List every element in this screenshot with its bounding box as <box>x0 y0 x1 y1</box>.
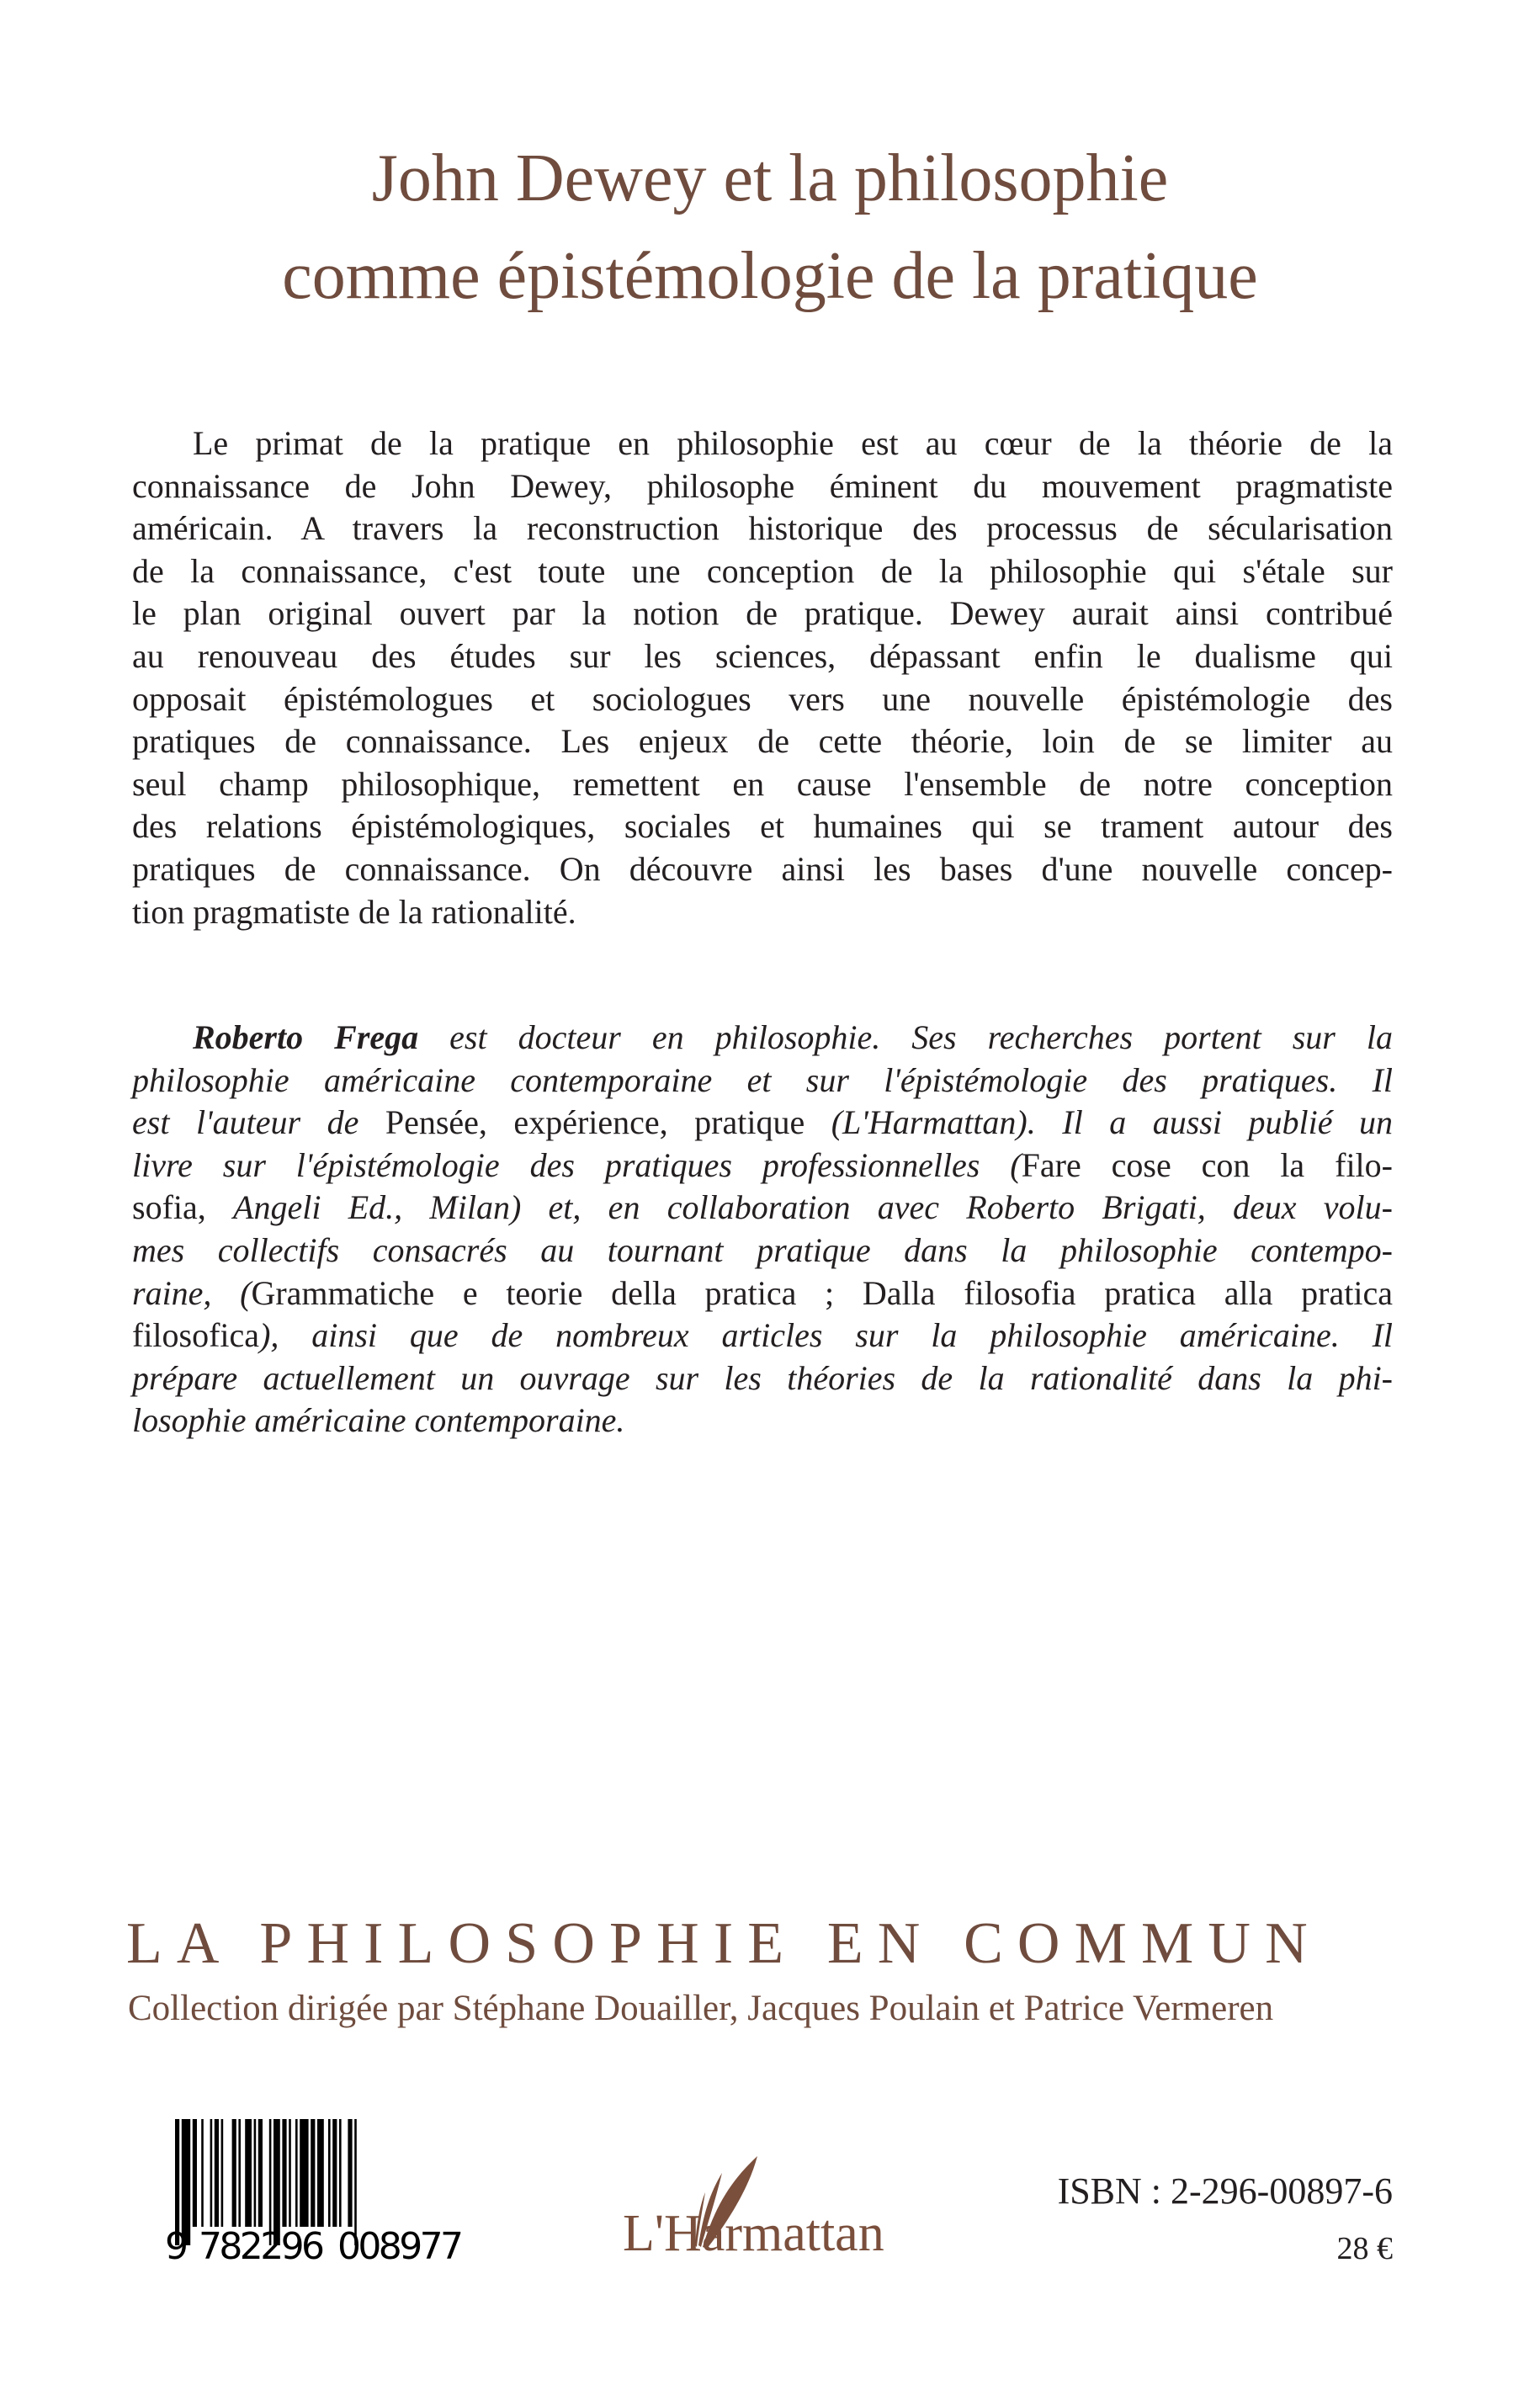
barcode-bar <box>258 2119 263 2227</box>
text-line <box>132 1145 1393 1187</box>
text-segment: est docteur en philosophie. Ses recherches portent sur la <box>418 1018 1393 1056</box>
text-segment: pratiques de connaissance. Les enjeux de cette théorie, loin de se limiter au <box>132 722 1393 761</box>
price: 28 € <box>1336 2231 1393 2266</box>
text-segment: philosophie américaine contemporaine et sur l'épistémologie des pratiques. Il <box>132 1060 1393 1099</box>
text-line <box>132 848 1393 891</box>
text-segment: livre sur l'épistémologie des pratiques professionnelles ( <box>132 1145 1022 1184</box>
book-title-line-1: John Dewey et la philosophie <box>371 141 1169 215</box>
text-segment: des relations épistémologiques, sociales et humaines qui se trament autour des <box>132 807 1393 846</box>
text-line <box>132 1102 1393 1145</box>
barcode-digits: 782296 <box>199 2225 325 2262</box>
text-line <box>132 678 1393 721</box>
text-segment: le plan original ouvert par la notion de pratique. Dewey aurait ainsi contribué <box>132 594 1393 633</box>
text-line <box>132 507 1393 550</box>
text-segment: ), ainsi que de nombreux articles sur la philosophie américaine. Il <box>259 1316 1393 1355</box>
isbn: ISBN : 2-296-00897-6 <box>1057 2170 1393 2212</box>
barcode-bar <box>215 2119 219 2227</box>
text-line <box>132 422 1393 465</box>
text-segment: raine, ( <box>132 1273 252 1312</box>
text-segment: mes collectifs consacrés au tournant pratique dans la philosophie contempo- <box>132 1230 1393 1269</box>
barcode-bar <box>238 2119 241 2227</box>
author-bio-paragraph <box>132 1017 1393 1442</box>
text-segment: Roberto Frega <box>193 1018 419 1056</box>
barcode-bar <box>221 2119 224 2227</box>
text-segment: Le primat de la pratique en philosophie est au cœur de la théorie de la <box>193 424 1393 462</box>
text-segment: américain. A travers la reconstruction historique des processus de sécularisation <box>132 509 1393 548</box>
text-line <box>132 1315 1393 1357</box>
barcode-bar <box>295 2119 298 2227</box>
text-segment: Grammatiche e teorie della pratica ; Dalla filosofia pratica alla pratica <box>251 1273 1393 1312</box>
barcode-bar <box>339 2119 342 2227</box>
publisher-logo <box>623 2154 926 2264</box>
text-line <box>132 465 1393 508</box>
text-segment: Pensée, expérience, pratique <box>385 1103 831 1142</box>
barcode-bar <box>300 2119 308 2227</box>
text-segment: losophie américaine contemporaine. <box>132 1401 625 1440</box>
text-segment: opposait épistémologues et sociologues vers une nouvelle épistémologie des <box>132 679 1393 718</box>
text-segment: Angeli Ed., Milan) et, en collaboration avec Roberto Brigati, deux volu- <box>233 1188 1393 1227</box>
barcode-bar <box>311 2119 315 2227</box>
barcode-bar <box>193 2119 197 2227</box>
barcode-bar <box>245 2119 252 2227</box>
text-segment: sofia, <box>132 1188 234 1227</box>
series-title: LA PHILOSOPHIE EN COMMUN <box>126 1911 1322 1976</box>
barcode-bar <box>201 2119 204 2227</box>
text-line <box>132 1272 1393 1315</box>
publisher-name: L'Harmattan <box>623 2205 884 2262</box>
summary-paragraph <box>132 422 1393 933</box>
barcode-bar <box>210 2119 213 2227</box>
barcode-digits: 9 <box>165 2225 189 2262</box>
text-segment: prépare actuellement un ouvrage sur les théories de la rationalité dans la phi- <box>132 1358 1393 1397</box>
text-segment: Fare cose con la filo- <box>1021 1145 1393 1184</box>
text-line <box>132 1400 1393 1442</box>
barcode-bar <box>232 2119 236 2227</box>
text-segment: (L'Harmattan). Il a aussi publié un <box>831 1103 1393 1142</box>
barcode-bar <box>282 2119 286 2227</box>
text-line <box>132 1187 1393 1230</box>
text-line <box>132 550 1393 593</box>
text-segment: pratiques de connaissance. On découvre ainsi les bases d'une nouvelle concep- <box>132 849 1393 888</box>
barcode <box>165 2119 510 2262</box>
text-segment: de la connaissance, c'est toute une conception de la philosophie qui s'étale sur <box>132 551 1393 590</box>
text-segment: au renouveau des études sur les sciences, dépassant enfin le dualisme qui <box>132 636 1393 675</box>
barcode-bar <box>348 2119 352 2227</box>
text-line <box>132 1357 1393 1400</box>
text-line <box>132 592 1393 635</box>
text-segment: connaissance de John Dewey, philosophe éminent du mouvement pragmatiste <box>132 466 1393 505</box>
text-segment: est l'auteur de <box>132 1103 385 1142</box>
text-line <box>132 1060 1393 1102</box>
text-line <box>132 1230 1393 1272</box>
barcode-bar <box>332 2119 337 2227</box>
barcode-bar <box>254 2119 257 2227</box>
text-line <box>132 763 1393 806</box>
book-title-line-2: comme épistémologie de la pratique <box>282 239 1258 313</box>
text-line <box>132 1017 1393 1060</box>
text-line <box>132 805 1393 848</box>
text-line <box>132 891 1393 934</box>
text-segment: filosofica <box>132 1316 260 1355</box>
barcode-bar <box>317 2119 324 2227</box>
barcode-bar <box>289 2119 291 2227</box>
barcode-bar <box>328 2119 331 2227</box>
collection-editors: Collection dirigée par Stéphane Douailler, Jacques Poulain et Patrice Vermeren <box>128 1989 1274 2028</box>
barcode-digits: 008977 <box>337 2225 464 2262</box>
text-line <box>132 720 1393 763</box>
text-line <box>132 635 1393 678</box>
text-segment: tion pragmatiste de la rationalité. <box>132 892 576 931</box>
text-segment: seul champ philosophique, remettent en cause l'ensemble de notre conception <box>132 764 1393 803</box>
